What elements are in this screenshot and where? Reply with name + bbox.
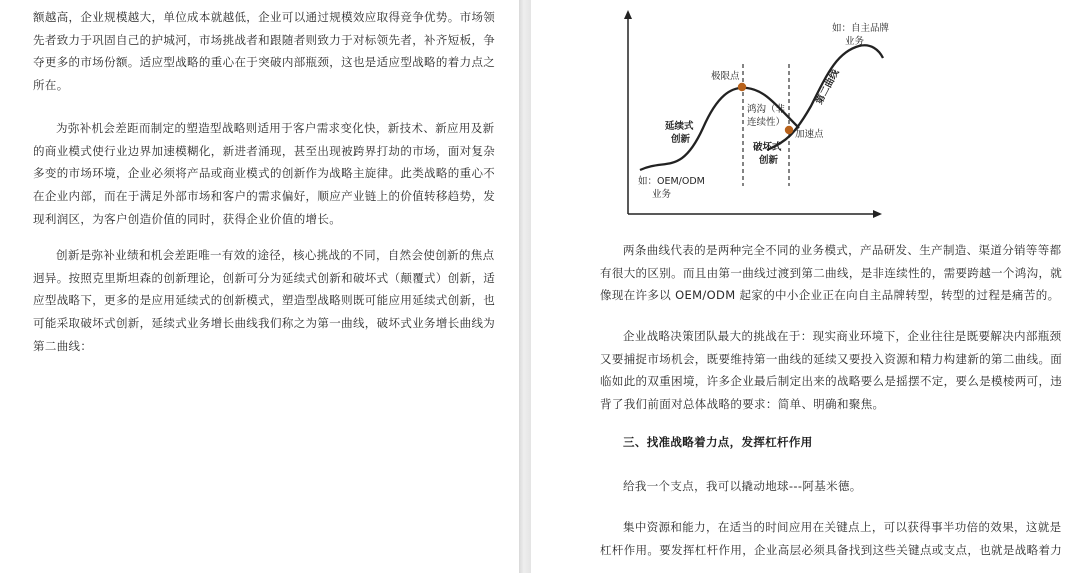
text-line: 杠杆作用。要发挥杠杆作用，企业高层必须具备找到这些关键点或支点，也就是战略着力: [600, 542, 1063, 557]
second-curve-label: 第二曲线: [813, 67, 842, 107]
right-paragraph-3: [600, 516, 1062, 561]
text-line: 为弥补机会差距而制定的塑造型战略则适用于客户需求变化快，新技术、新应用及新: [56, 121, 495, 135]
text-line: 夺更多的市场份额。适应型战略的重心在于突破内部瓶颈，这也是适应型战略的着力点之: [33, 55, 496, 70]
text-line: 两条曲线代表的是两种完全不同的业务模式，产品研发、生产制造、渠道分销等等都: [623, 243, 1062, 257]
s-curve-diagram: [531, 0, 1080, 225]
oem-label-line1: 如：OEM/ODM: [638, 176, 705, 187]
sustaining-label-line2: 创新: [671, 134, 691, 145]
y-axis-arrow: [624, 10, 632, 19]
brand-label-line1: 如：自主品牌: [832, 23, 890, 34]
text-line: 集中资源和能力，在适当的时间应用在关键点上，可以获得事半功倍的效果，这就是: [623, 520, 1062, 534]
text-line: 现利润区，为客户创造价值的同时，获得企业价值的增长。: [33, 211, 342, 226]
text-line: 迥异。按照克里斯坦森的创新理论，创新可分为延续式创新和破坏式（颠覆式）创新，适: [33, 270, 496, 285]
right-paragraph-1: [600, 239, 1062, 307]
left-page: [0, 0, 519, 573]
brand-label-line2: 业务: [845, 36, 865, 47]
right-paragraph-2: [600, 325, 1062, 416]
text-line: 在企业内部，而在于满足外部市场和客户的需求偏好，顺应产业链上的价值转移趋势，发: [33, 189, 496, 204]
text-line: 所在。: [33, 78, 69, 93]
text-line: 的商业模式使行业边界加速模糊化，新进者涌现，甚至出现被跨界打劫的市场，面对复杂: [33, 143, 496, 158]
text-line: 临如此的双重困境，许多企业最后制定出来的战略要么是摇摆不定，要么是模棱两可，违: [600, 374, 1063, 389]
text-line: 多变的市场环境，企业必须将产品或商业模式的创新作为战略主旋律。此类战略的重心不: [33, 166, 496, 181]
text-line: 又要捕捉市场机会，既要维持第一曲线的延续又要投入资源和精力构建新的第二曲线。面: [600, 351, 1063, 366]
oem-label-line2: 业务: [652, 189, 672, 200]
gap-label-line1: 鸿沟（非: [747, 104, 786, 115]
quote-line: 给我一个支点，我可以撬动地球---阿基米德。: [623, 479, 862, 493]
page-gutter: [519, 0, 531, 573]
acceleration-point-marker: [785, 126, 793, 134]
left-paragraph-2: [33, 117, 495, 231]
text-line: 可能采取破坏式创新，延续式业务增长曲线我们称之为第一曲线，破坏式业务增长曲线为: [33, 316, 496, 331]
sustaining-label-line1: 延续式: [665, 121, 694, 132]
limit-point-label: 极限点: [711, 71, 740, 82]
text-line: 第二曲线：: [33, 338, 93, 353]
limit-point-marker: [738, 83, 746, 91]
text-line: 像现在许多以 OEM/ODM 起家的中小企业正在向自主品牌转型，转型的过程是痛苦的。: [600, 288, 1060, 303]
disruptive-label-line2: 创新: [759, 155, 779, 166]
left-paragraph-3: [33, 244, 495, 358]
section-heading: 三、找准战略着力点，发挥杠杆作用: [623, 435, 813, 449]
text-line: 有很大的区别。而且由第一曲线过渡到第二曲线，是非连续性的，需要跨越一个鸿沟，就: [600, 265, 1063, 280]
x-axis-arrow: [873, 210, 882, 218]
text-line: 企业战略决策团队最大的挑战在于：现实商业环境下，企业往往是既要解决内部瓶颈: [623, 329, 1062, 343]
acceleration-point-label: 加速点: [795, 129, 824, 140]
left-paragraph-1: [33, 6, 495, 97]
text-line: 额越高，企业规模越大，单位成本就越低，企业可以通过规模效应取得竞争优势。市场领: [33, 10, 496, 24]
text-line: 先者致力于巩固自己的护城河，市场挑战者和跟随者则致力于对标领先者，补齐短板，争: [33, 32, 496, 47]
text-line: 应型战略下，更多的是应用延续式的创新模式，塑造型战略则既可能应用延续式创新，也: [33, 293, 496, 308]
text-line: 创新是弥补业绩和机会差距唯一有效的途径，核心挑战的不同，自然会使创新的焦点: [56, 248, 495, 262]
disruptive-label-line1: 破坏式: [753, 142, 782, 153]
text-line: 背了我们前面对总体战略的要求：简单、明确和聚焦。: [600, 397, 885, 412]
right-page: [531, 0, 1080, 573]
gap-label-line2: 连续性）: [747, 117, 786, 128]
